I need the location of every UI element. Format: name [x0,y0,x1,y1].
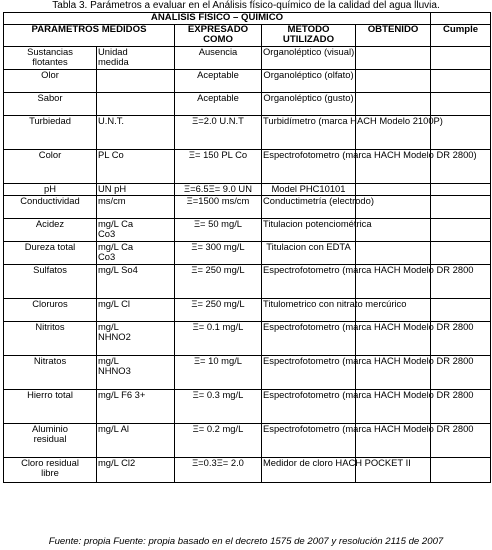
expressed-as-cell: Ξ=0.3Ξ= 2.0 [175,457,262,482]
parameter-cell: Conductividad [4,195,97,218]
complies-cell [431,298,491,321]
parameter-cell: Nitratos [4,355,97,389]
table-row [4,298,491,321]
obtained-cell [356,69,431,92]
obtained-cell [356,183,431,195]
header-cumple: Cumple [431,24,491,46]
unit-cell: mg/L Ca Co3 [97,218,175,241]
unit-cell: UN pH [97,183,175,195]
table-row [4,149,491,183]
unit-cell: mg/L NHNO3 [97,355,175,389]
complies-cell [431,46,491,69]
parameter-cell: Olor [4,69,97,92]
method-cell: Turbidímetro (marca HACH Modelo 2100P) [262,115,356,149]
banner-title: ANALISIS FISICO – QUIMICO [4,13,431,25]
table-row [4,195,491,218]
expressed-as-cell: Ξ= 0.3 mg/L [175,389,262,423]
expressed-as-cell: Ξ= 50 mg/L [175,218,262,241]
complies-cell [431,218,491,241]
table-caption: Tabla 3. Parámetros a evaluar en el Análisis físico-químico de la calidad del agua lluvia. [52,0,440,11]
parameter-cell: Cloruros [4,298,97,321]
table-row [4,457,491,482]
expressed-as-cell: Ξ= 150 PL Co [175,149,262,183]
method-cell: Medidor de cloro HACH POCKET II [262,457,356,482]
parameter-cell: Dureza total [4,241,97,264]
method-cell: Organoléptico (visual) [262,46,356,69]
obtained-cell [356,46,431,69]
method-cell: Espectrofotometro (marca HACH Modelo DR 2800 [262,321,356,355]
unit-cell: ms/cm [97,195,175,218]
unit-cell: mg/L Cl2 [97,457,175,482]
unit-cell: mg/L Ca Co3 [97,241,175,264]
table-row [4,389,491,423]
unit-cell: Unidad medida [97,46,175,69]
table-row [4,241,491,264]
parameter-cell: Cloro residual libre [4,457,97,482]
expressed-as-cell: Ausencia [175,46,262,69]
expressed-as-cell: Aceptable [175,92,262,115]
banner-row [4,13,491,25]
table-row [4,46,491,69]
method-cell: Organoléptico (olfato) [262,69,356,92]
parameter-cell: Hierro total [4,389,97,423]
table-row [4,115,491,149]
expressed-as-cell: Ξ= 0.2 mg/L [175,423,262,457]
expressed-as-cell: Ξ=2.0 U.N.T [175,115,262,149]
method-cell: Organoléptico (gusto) [262,92,356,115]
method-cell: Conductimetría (electrodo) [262,195,356,218]
unit-cell: U.N.T. [97,115,175,149]
unit-cell: mg/L F6 3+ [97,389,175,423]
header-parametros-medidos: PARAMETROS MEDIDOS [4,24,175,46]
unit-cell: mg/L Al [97,423,175,457]
complies-cell [431,92,491,115]
table-row [4,264,491,298]
parameter-cell: Sulfatos [4,264,97,298]
expressed-as-cell: Ξ= 300 mg/L [175,241,262,264]
complies-cell [431,69,491,92]
table-row [4,92,491,115]
expressed-as-cell: Ξ=1500 ms/cm [175,195,262,218]
expressed-as-cell: Ξ= 250 mg/L [175,264,262,298]
parameter-cell: Acidez [4,218,97,241]
method-cell: Titulacion potenciométrica [262,218,356,241]
complies-cell [431,457,491,482]
parameter-cell: Sabor [4,92,97,115]
method-cell: Espectrofotometro (marca HACH Modelo DR 2800) [262,149,356,183]
expressed-as-cell: Ξ= 250 mg/L [175,298,262,321]
table-row [4,69,491,92]
parameter-cell: Turbiedad [4,115,97,149]
obtained-cell [356,92,431,115]
expressed-as-cell: Ξ= 0.1 mg/L [175,321,262,355]
header-metodo-utilizado: METODO UTILIZADO [262,24,356,46]
table-row [4,183,491,195]
parameter-cell: Aluminio residual [4,423,97,457]
unit-cell [97,69,175,92]
parameters-table [3,12,491,483]
table-source-note: Fuente: propia Fuente: propia basado en el decreto 1575 de 2007 y resolución 2115 de 2007 [48,536,444,547]
method-cell: Titulacion con EDTA [262,241,356,264]
complies-cell [431,183,491,195]
expressed-as-cell: Aceptable [175,69,262,92]
complies-cell [431,241,491,264]
header-obtenido: OBTENIDO [356,24,431,46]
parameter-cell: pH [4,183,97,195]
parameter-cell: Sustancias flotantes [4,46,97,69]
banner-empty-cell [431,13,491,25]
method-cell: Espectrofotometro (marca HACH Modelo DR 2800 [262,389,356,423]
expressed-as-cell: Ξ= 10 mg/L [175,355,262,389]
unit-cell: PL Co [97,149,175,183]
method-cell: Model PHC10101 [262,183,356,195]
header-expresado-como: EXPRESADO COMO [175,24,262,46]
unit-cell [97,92,175,115]
obtained-cell [356,241,431,264]
table-row [4,423,491,457]
table-row [4,355,491,389]
unit-cell: mg/L NHNO2 [97,321,175,355]
parameter-cell: Color [4,149,97,183]
method-cell: Titulometrico con nitrato mercúrico [262,298,356,321]
unit-cell: mg/L So4 [97,264,175,298]
method-cell: Espectrofotometro (marca HACH Modelo DR 2800 [262,264,356,298]
header-row [4,24,491,46]
expressed-as-cell: Ξ=6.5Ξ= 9.0 UN [175,183,262,195]
method-cell: Espectrofotometro (marca HACH Modelo DR 2800 [262,423,356,457]
table-row [4,321,491,355]
method-cell: Espectrofotometro (marca HACH Modelo DR 2800 [262,355,356,389]
parameter-cell: Nitritos [4,321,97,355]
complies-cell [431,195,491,218]
unit-cell: mg/L Cl [97,298,175,321]
table-row [4,218,491,241]
